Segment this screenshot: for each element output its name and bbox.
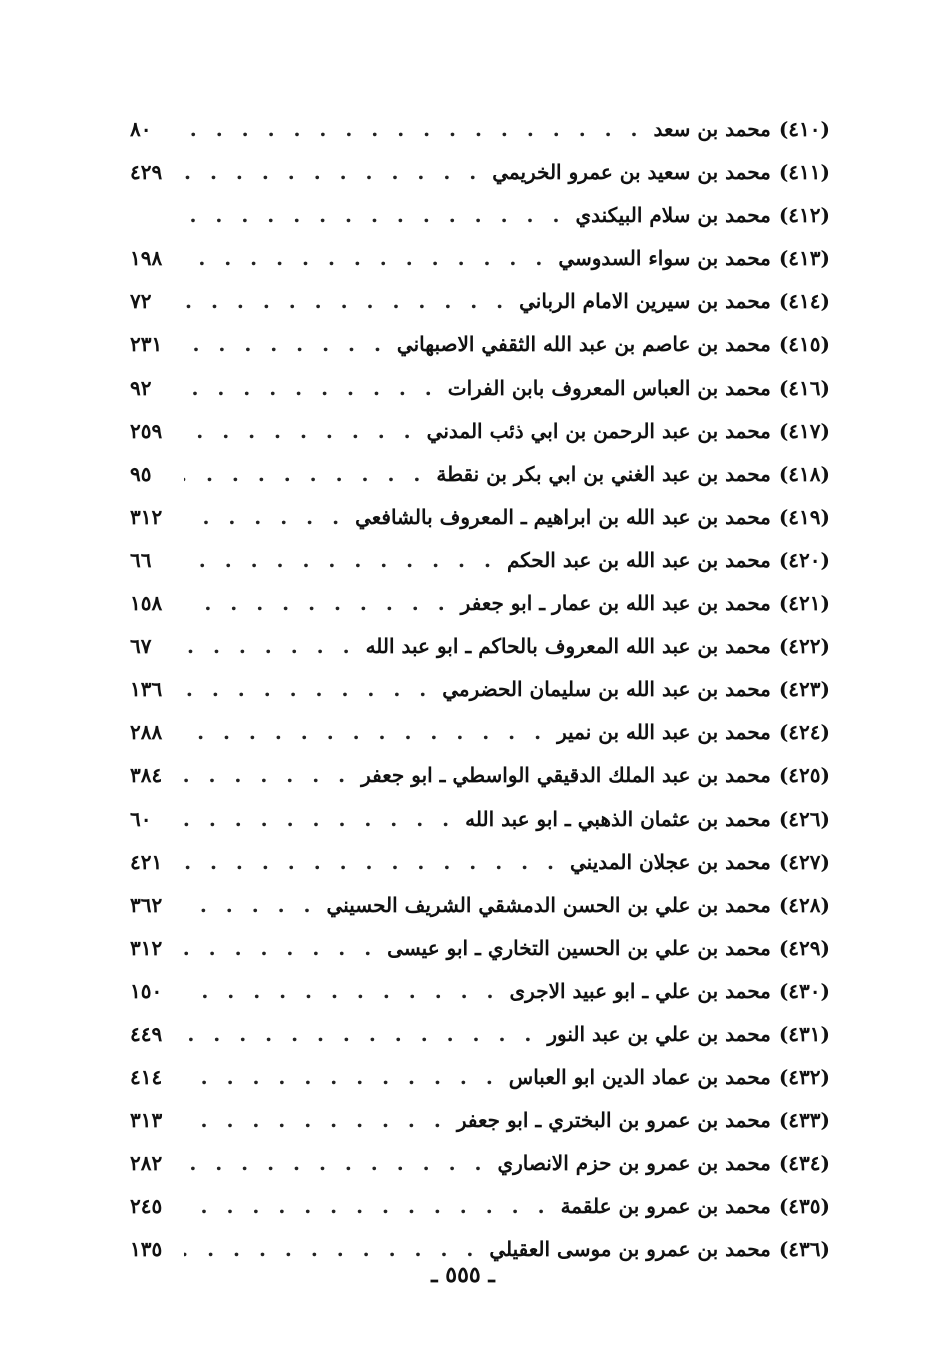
entry-name: محمد بن عبد الله بن نمير (557, 720, 771, 745)
dot-leader (184, 754, 351, 797)
dot-leader (184, 194, 565, 237)
entry-page: ٢٨٢ (130, 1151, 163, 1176)
dot-leader (184, 410, 417, 453)
index-entry (130, 754, 830, 797)
index-entry (130, 970, 830, 1013)
entry-number: (٤٣٠) (778, 978, 830, 1003)
index-entry (130, 280, 830, 323)
entry-name: محمد بن العباس المعروف بابن الفرات (447, 375, 771, 400)
index-entry (130, 108, 830, 151)
entry-number: (٤٣٤) (778, 1151, 830, 1176)
dot-leader (184, 970, 500, 1013)
entry-number: (٤٢١) (778, 591, 830, 616)
entry-page: ١٥٠ (130, 978, 163, 1003)
index-entry (130, 711, 830, 754)
entry-page: ٤٤٩ (130, 1021, 163, 1046)
entry-number: (٤٢٠) (778, 547, 830, 572)
entry-number: (٤١٠) (778, 117, 830, 141)
entry-name: محمد بن عبد الله بن سليمان الحضرمي (442, 677, 771, 702)
entry-name: محمد بن سواء السدوسي (558, 246, 771, 271)
dot-leader (184, 108, 644, 151)
index-entry (130, 151, 830, 194)
entry-name: محمد بن عمرو بن البختري ـ ابو جعفر (456, 1108, 771, 1133)
entry-page: ٦٠ (130, 806, 152, 831)
entry-name: محمد بن عمرو بن موسى العقيلي (489, 1237, 771, 1262)
index-entry (130, 1185, 830, 1228)
index-entry (130, 410, 830, 453)
entry-number: (٤١٢) (778, 203, 830, 228)
index-entry (130, 1142, 830, 1185)
dot-leader (184, 1142, 487, 1185)
dot-leader (184, 884, 317, 927)
entry-page: ٣١٢ (130, 504, 163, 529)
dot-leader (184, 496, 345, 539)
entry-number: (٤١١) (778, 160, 830, 185)
entry-number: (٤٣٣) (778, 1108, 830, 1133)
entry-name: محمد بن عمرو بن حزم الانصاري (497, 1151, 771, 1176)
dot-leader (184, 927, 377, 970)
entry-name: محمد بن عبد الرحمن بن ابي ذئب المدني (426, 418, 771, 443)
entry-number: (٤١٧) (778, 418, 830, 443)
entry-page: ٢٤٥ (130, 1194, 163, 1219)
entry-name: محمد بن علي ـ ابو عبيد الاجرى (509, 978, 771, 1003)
entry-name: محمد بن عبد الله المعروف بالحاكم ـ ابو عبد الله (365, 634, 771, 659)
entry-name: محمد بن علي بن عبد النور (547, 1021, 771, 1046)
index-entry (130, 539, 830, 582)
index-entry (130, 194, 830, 237)
entry-name: محمد بن سيرين الامام الرباني (519, 289, 771, 314)
entry-number: (٤١٩) (778, 504, 830, 529)
dot-leader (184, 841, 560, 884)
index-entry (130, 927, 830, 970)
entry-page: ٢٣١ (130, 332, 163, 357)
entry-number: (٤٢٢) (778, 634, 830, 659)
index-entry (130, 668, 830, 711)
entry-page: ٢٨٨ (130, 720, 163, 745)
entry-name: محمد بن عبد الله بن عبد الحكم (506, 547, 771, 572)
entry-number: (٤٣٥) (778, 1194, 830, 1219)
entry-name: محمد بن عماد الدين ابو العباس (508, 1065, 771, 1090)
index-entry (130, 453, 830, 496)
entry-number: (٤٢٣) (778, 677, 830, 702)
entry-page: ٣٦٢ (130, 892, 163, 917)
entry-number: (٤٢٩) (778, 935, 830, 960)
index-entry (130, 1099, 830, 1142)
entry-page: ١٣٦ (130, 677, 163, 702)
entry-number: (٤٢٤) (778, 720, 830, 745)
entry-page: ١٩٨ (130, 246, 163, 271)
entry-name: محمد بن عبد الملك الدقيقي الواسطي ـ ابو جعفر (361, 763, 771, 788)
entry-number: (٤٢٦) (778, 806, 830, 831)
entry-name: محمد بن عمرو بن علقمة (560, 1194, 771, 1219)
entry-page: ٤٢٩ (130, 160, 163, 185)
entry-page: ١٣٥ (130, 1237, 163, 1262)
entry-page: ٤١٤ (130, 1065, 163, 1090)
entry-name: محمد بن عثمان الذهبي ـ ابو عبد الله (465, 806, 771, 831)
dot-leader (184, 1185, 551, 1228)
dot-leader (184, 237, 548, 280)
dot-leader (184, 539, 497, 582)
entry-name: محمد بن سعيد بن عمرو الخريمي (492, 160, 771, 185)
dot-leader (184, 711, 547, 754)
index-entry (130, 1013, 830, 1056)
entry-name: محمد بن عجلان المديني (570, 849, 771, 874)
entry-name: محمد بن عبد الله بن ابراهيم ـ المعروف بالشافعي (355, 504, 771, 529)
dot-leader (184, 668, 432, 711)
dot-leader (184, 625, 356, 668)
entry-page: ٤٢١ (130, 849, 163, 874)
dot-leader (184, 582, 451, 625)
index-entry (130, 798, 830, 841)
entry-page: ٨٠ (130, 117, 152, 141)
dot-leader (184, 453, 426, 496)
dot-leader (184, 151, 482, 194)
entry-page: ١٥٨ (130, 591, 163, 616)
index-entry (130, 1056, 830, 1099)
dot-leader (184, 280, 509, 323)
dot-leader (184, 1013, 537, 1056)
index-entry (130, 496, 830, 539)
entry-name: محمد بن عاصم بن عبد الله الثقفي الاصبهاني (396, 332, 771, 357)
entry-number: (٤٢٨) (778, 892, 830, 917)
entry-number: (٤١٦) (778, 375, 830, 400)
entry-page: ٣١٢ (130, 935, 163, 960)
entry-name: محمد بن سعد (653, 117, 771, 141)
entry-page: ٦٦ (130, 547, 152, 572)
index-entry (130, 625, 830, 668)
entry-number: (٤٣٢) (778, 1065, 830, 1090)
entry-number: (٤٣٦) (778, 1237, 830, 1262)
index-list (130, 108, 830, 1272)
index-entry (130, 237, 830, 280)
entry-name: محمد بن علي بن الحسين التخاري ـ ابو عيسى (387, 935, 771, 960)
entry-page: ٩٢ (130, 375, 152, 400)
entry-page: ٢٥٩ (130, 418, 163, 443)
dot-leader (184, 798, 455, 841)
entry-name: محمد بن عبد الله بن عمار ـ ابو جعفر (460, 591, 771, 616)
entry-number: (٤١٥) (778, 332, 830, 357)
index-entry (130, 841, 830, 884)
dot-leader (184, 323, 387, 366)
entry-number: (٤١٤) (778, 289, 830, 314)
entry-number: (٤٢٧) (778, 849, 830, 874)
entry-number: (٤٢٥) (778, 763, 830, 788)
entry-name: محمد بن علي بن الحسن الدمشقي الشريف الحسيني (326, 892, 771, 917)
index-entry (130, 323, 830, 366)
entry-name: محمد بن سلام البيكندي (575, 203, 771, 228)
entry-page: ٩٥ (130, 461, 152, 486)
entry-page: ٣١٣ (130, 1108, 163, 1133)
dot-leader (184, 1099, 447, 1142)
index-entry (130, 367, 830, 410)
entry-number: (٤٣١) (778, 1021, 830, 1046)
index-entry (130, 582, 830, 625)
entry-number: (٤١٣) (778, 246, 830, 271)
index-entry (130, 884, 830, 927)
dot-leader (184, 367, 438, 410)
entry-name: محمد بن عبد الغني بن ابي بكر بن نقطة (436, 461, 771, 486)
entry-page: ٣٨٤ (130, 763, 163, 788)
entry-number: (٤١٨) (778, 461, 830, 486)
entry-page: ٦٧ (130, 634, 152, 659)
entry-page: ٧٢ (130, 289, 152, 314)
page-number: ـ ٥٥٥ ـ (431, 1262, 495, 1288)
dot-leader (184, 1056, 499, 1099)
